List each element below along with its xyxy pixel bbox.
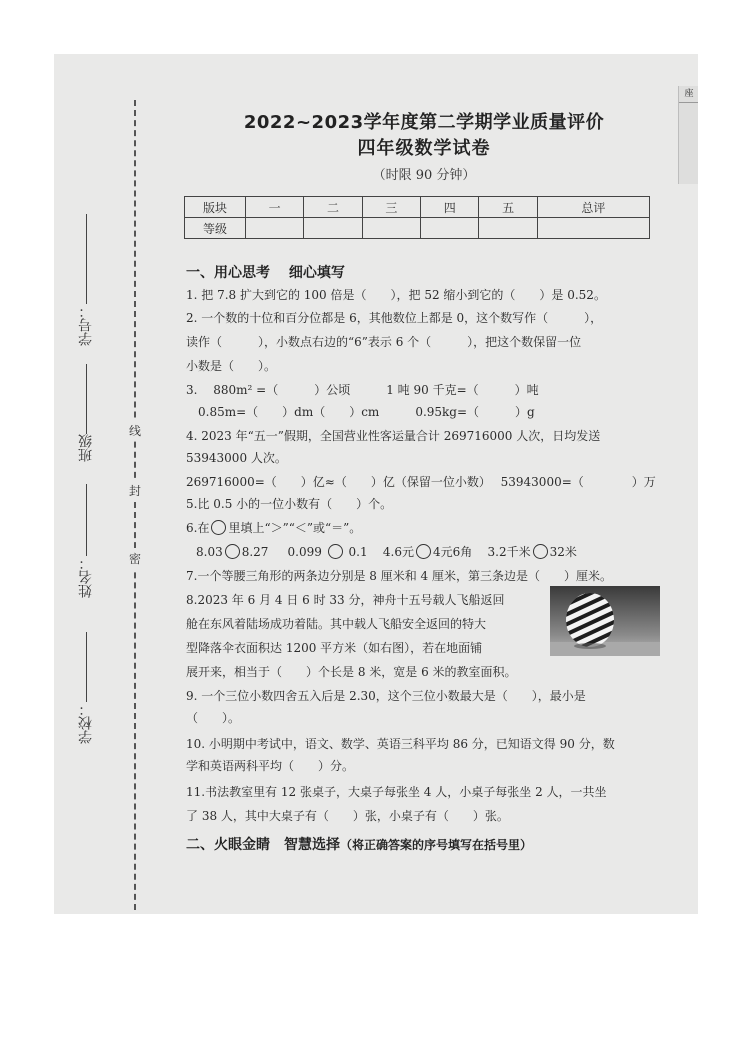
question-line: 小数是（ ）。 — [186, 359, 277, 373]
question-line: 舱在东风着陆场成功着陆。其中载人飞船安全返回的特大 — [186, 617, 487, 631]
q6-left-value: 4.6元 — [382, 545, 414, 559]
question-line: 学和英语两科平均（ ）分。 — [186, 759, 355, 773]
question-line: 0.85m=（ ）dm（ ）cm 0.95kg=（ ）g — [186, 405, 535, 419]
question-line: 11.书法教室里有 12 张桌子，大桌子每张坐 4 人，小桌子每张坐 2 人，一共坐 — [186, 785, 607, 799]
grade-cell[interactable] — [421, 218, 479, 239]
grade-cell[interactable] — [304, 218, 362, 239]
binding-word-seal: 封 — [128, 480, 142, 501]
question-line: （ ）。 — [186, 711, 241, 725]
q6-comparison-row — [196, 544, 577, 560]
grade-table-header-cell: 一 — [246, 197, 304, 218]
student-id-blank[interactable] — [86, 214, 87, 304]
q6-left-value: 0.099 — [287, 545, 322, 559]
binding-word-line: 线 — [128, 420, 142, 441]
q6-suffix: 里填上“＞”“＜”或“＝”。 — [228, 521, 362, 535]
grade-table-header-cell: 五 — [479, 197, 537, 218]
time-limit: （时限 90 分钟） — [372, 168, 476, 183]
q6-left-value: 8.03 — [196, 545, 223, 559]
grade-cell[interactable] — [246, 218, 304, 239]
name-label: 姓名： — [78, 556, 94, 598]
class-field[interactable] — [76, 364, 96, 462]
grade-table-row — [185, 218, 650, 239]
q6-right-value: 0.1 — [348, 545, 368, 559]
question-line: 8.2023 年 6 月 4 日 6 时 33 分，神舟十五号载人飞船返回 — [186, 593, 505, 607]
binding-word-secret: 密 — [128, 548, 142, 569]
q6-right-value: 4元6角 — [432, 545, 473, 559]
question-line: 269716000=（ ）亿≈（ ）亿（保留一位小数） 53943000=（ ）万 — [186, 475, 656, 489]
grade-table-header-cell: 总评 — [537, 197, 649, 218]
section-2-heading — [186, 834, 532, 854]
grade-cell[interactable] — [537, 218, 649, 239]
class-label: 班级 — [78, 434, 94, 462]
grade-table-header-cell: 四 — [421, 197, 479, 218]
grade-table — [184, 196, 650, 239]
question-line: 53943000 人次。 — [186, 451, 287, 465]
question-line: 3. 880m² =（ ）公顷 1 吨 90 千克=（ ）吨 — [186, 383, 539, 397]
grade-table-header-cell: 二 — [304, 197, 362, 218]
question-6-instruction — [186, 520, 361, 536]
seat-number-tab — [678, 86, 698, 184]
school-blank[interactable] — [86, 632, 87, 702]
compare-circle[interactable] — [533, 544, 548, 559]
question-line: 了 38 人，其中大桌子有（ ）张，小桌子有（ ）张。 — [186, 809, 509, 823]
school-field[interactable] — [76, 632, 96, 744]
section-2-title: 二、火眼金睛 智慧选择 — [186, 837, 340, 853]
grade-cell[interactable] — [479, 218, 537, 239]
grade-cell[interactable] — [362, 218, 420, 239]
grade-table-header-cell: 三 — [362, 197, 420, 218]
class-blank[interactable] — [86, 364, 87, 434]
question-line: 5.比 0.5 小的一位小数有（ ）个。 — [186, 497, 393, 511]
q6-right-value: 32米 — [549, 545, 577, 559]
parachute-photo — [550, 586, 660, 656]
grade-table-header-cell: 版块 — [185, 197, 246, 218]
question-line: 4. 2023 年“五一”假期，全国营业性客运量合计 269716000 人次，日均发送 — [186, 429, 601, 443]
exam-paper — [54, 54, 698, 914]
parachute-image — [550, 586, 660, 656]
exam-subtitle: 四年级数学试卷 — [357, 138, 491, 159]
compare-circle[interactable] — [225, 544, 240, 559]
compare-circle[interactable] — [328, 544, 343, 559]
binding-dashed-line — [134, 100, 136, 914]
school-label: 学校： — [78, 702, 94, 744]
q6-left-value: 3.2千米 — [487, 545, 531, 559]
grade-row-label: 等级 — [185, 218, 246, 239]
question-line: 型降落伞衣面积达 1200 平方米（如右图），若在地面铺 — [186, 641, 483, 655]
q6-prefix: 6.在 — [186, 521, 210, 535]
grade-table-header-row — [185, 197, 650, 218]
compare-circle-icon — [211, 520, 226, 535]
question-line: 1. 把 7.8 扩大到它的 100 倍是（ ），把 52 缩小到它的（ ）是 0.52。 — [186, 288, 606, 302]
question-line: 展开来，相当于（ ）个长是 8 米，宽是 6 米的教室面积。 — [186, 665, 517, 679]
student-id-label: 学号： — [78, 304, 94, 346]
question-line: 读作（ ），小数点右边的“6”表示 6 个（ ），把这个数保留一位 — [186, 335, 582, 349]
q6-right-value: 8.27 — [241, 545, 269, 559]
section-2-instruction: （将正确答案的序号填写在括号里） — [340, 838, 533, 852]
question-line: 9. 一个三位小数四舍五入后是 2.30，这个三位小数最大是（ ），最小是 — [186, 689, 586, 703]
student-id-field[interactable] — [76, 214, 96, 346]
seat-label: 座 — [679, 86, 698, 103]
question-line: 2. 一个数的十位和百分位都是 6，其他数位上都是 0，这个数写作（ ）， — [186, 311, 603, 325]
section-1-heading: 一、用心思考 细心填写 — [186, 265, 345, 281]
name-blank[interactable] — [86, 484, 87, 556]
question-line: 7.一个等腰三角形的两条边分别是 8 厘米和 4 厘米，第三条边是（ ）厘米。 — [186, 569, 612, 583]
compare-circle[interactable] — [416, 544, 431, 559]
exam-title: 2022~2023学年度第二学期学业质量评价 — [243, 112, 605, 133]
question-line: 10. 小明期中考试中，语文、数学、英语三科平均 86 分，已知语文得 90 分，数 — [186, 737, 615, 751]
name-field[interactable] — [76, 484, 96, 598]
